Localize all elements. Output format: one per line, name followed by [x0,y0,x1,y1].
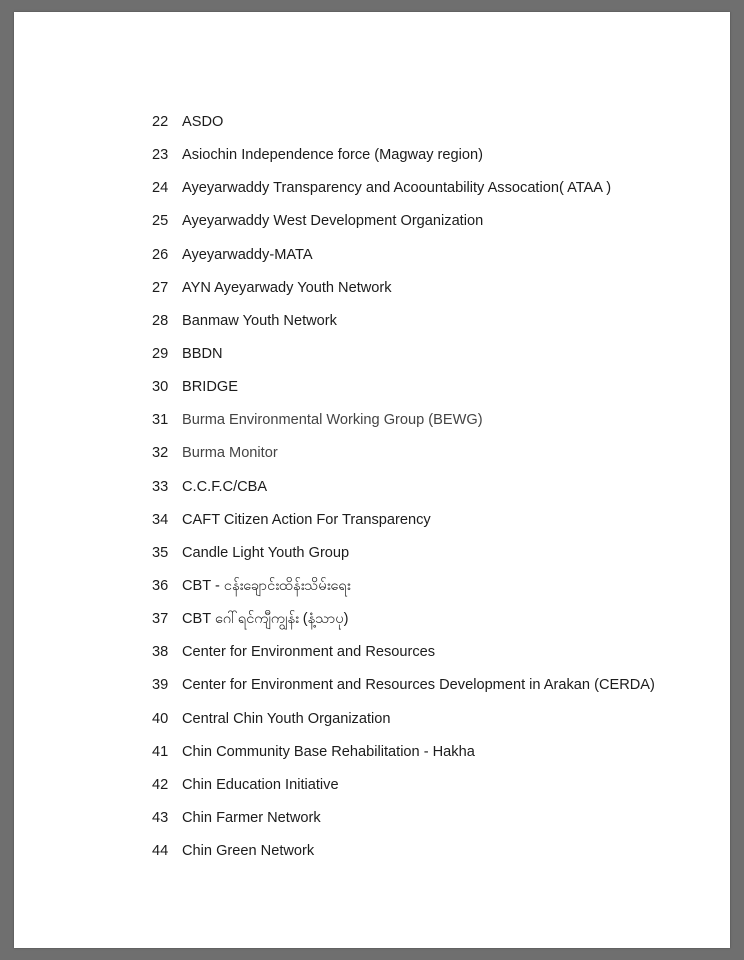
item-name: Burma Monitor [182,445,278,462]
item-name: CBT ဂေါ်ရင်ကျီကျွန်း (နံ့သာပု) [182,611,349,628]
item-name: CBT - ငန်းချောင်းထိန်းသိမ်းရေး [182,577,351,594]
item-name: Burma Environmental Working Group (BEWG) [182,412,483,429]
item-name: AYN Ayeyarwady Youth Network [182,279,392,296]
item-number: 44 [152,843,169,860]
item-number: 34 [152,511,169,528]
item-number: 35 [152,544,169,561]
item-number: 24 [152,180,169,197]
item-name: BRIDGE [182,379,238,396]
item-name: Chin Education Initiative [182,776,339,793]
item-name: Ayeyarwaddy Transparency and Acoountability Assocation( ATAA ) [182,180,612,197]
item-number: 36 [152,577,169,594]
item-name: Central Chin Youth Organization [182,710,391,727]
item-number: 29 [152,345,169,362]
item-name: Ayeyarwaddy-MATA [182,246,313,263]
item-number: 42 [152,776,169,793]
item-number: 33 [152,478,169,495]
item-number: 39 [152,677,169,694]
item-number: 27 [152,279,169,296]
item-name: C.C.F.C/CBA [182,478,268,495]
item-number: 31 [152,412,169,429]
item-number: 32 [152,445,169,462]
item-name: Chin Farmer Network [182,809,321,826]
item-number: 26 [152,246,169,263]
item-name: Center for Environment and Resources Development in Arakan (CERDA) [182,677,655,694]
item-number: 22 [152,114,169,130]
item-number: 30 [152,379,169,396]
item-name: Chin Green Network [182,843,315,860]
item-name: BBDN [182,345,223,362]
item-name: CAFT Citizen Action For Transparency [182,511,431,528]
item-number: 28 [152,312,169,329]
item-name: Center for Environment and Resources [182,644,436,661]
item-name: Asiochin Independence force (Magway region) [182,147,483,164]
item-name: Banmaw Youth Network [182,312,337,329]
item-number: 40 [152,710,169,727]
item-number: 41 [152,743,169,760]
item-name: Candle Light Youth Group [182,544,350,561]
document-page [14,12,730,948]
item-number: 37 [152,611,169,628]
item-number: 43 [152,809,169,826]
item-number: 38 [152,644,169,661]
item-name: ASDO [182,114,224,130]
item-number: 23 [152,147,169,164]
item-name: Ayeyarwaddy West Development Organization [182,213,484,230]
item-name: Chin Community Base Rehabilitation - Hakha [182,743,475,760]
item-number: 25 [152,213,169,230]
